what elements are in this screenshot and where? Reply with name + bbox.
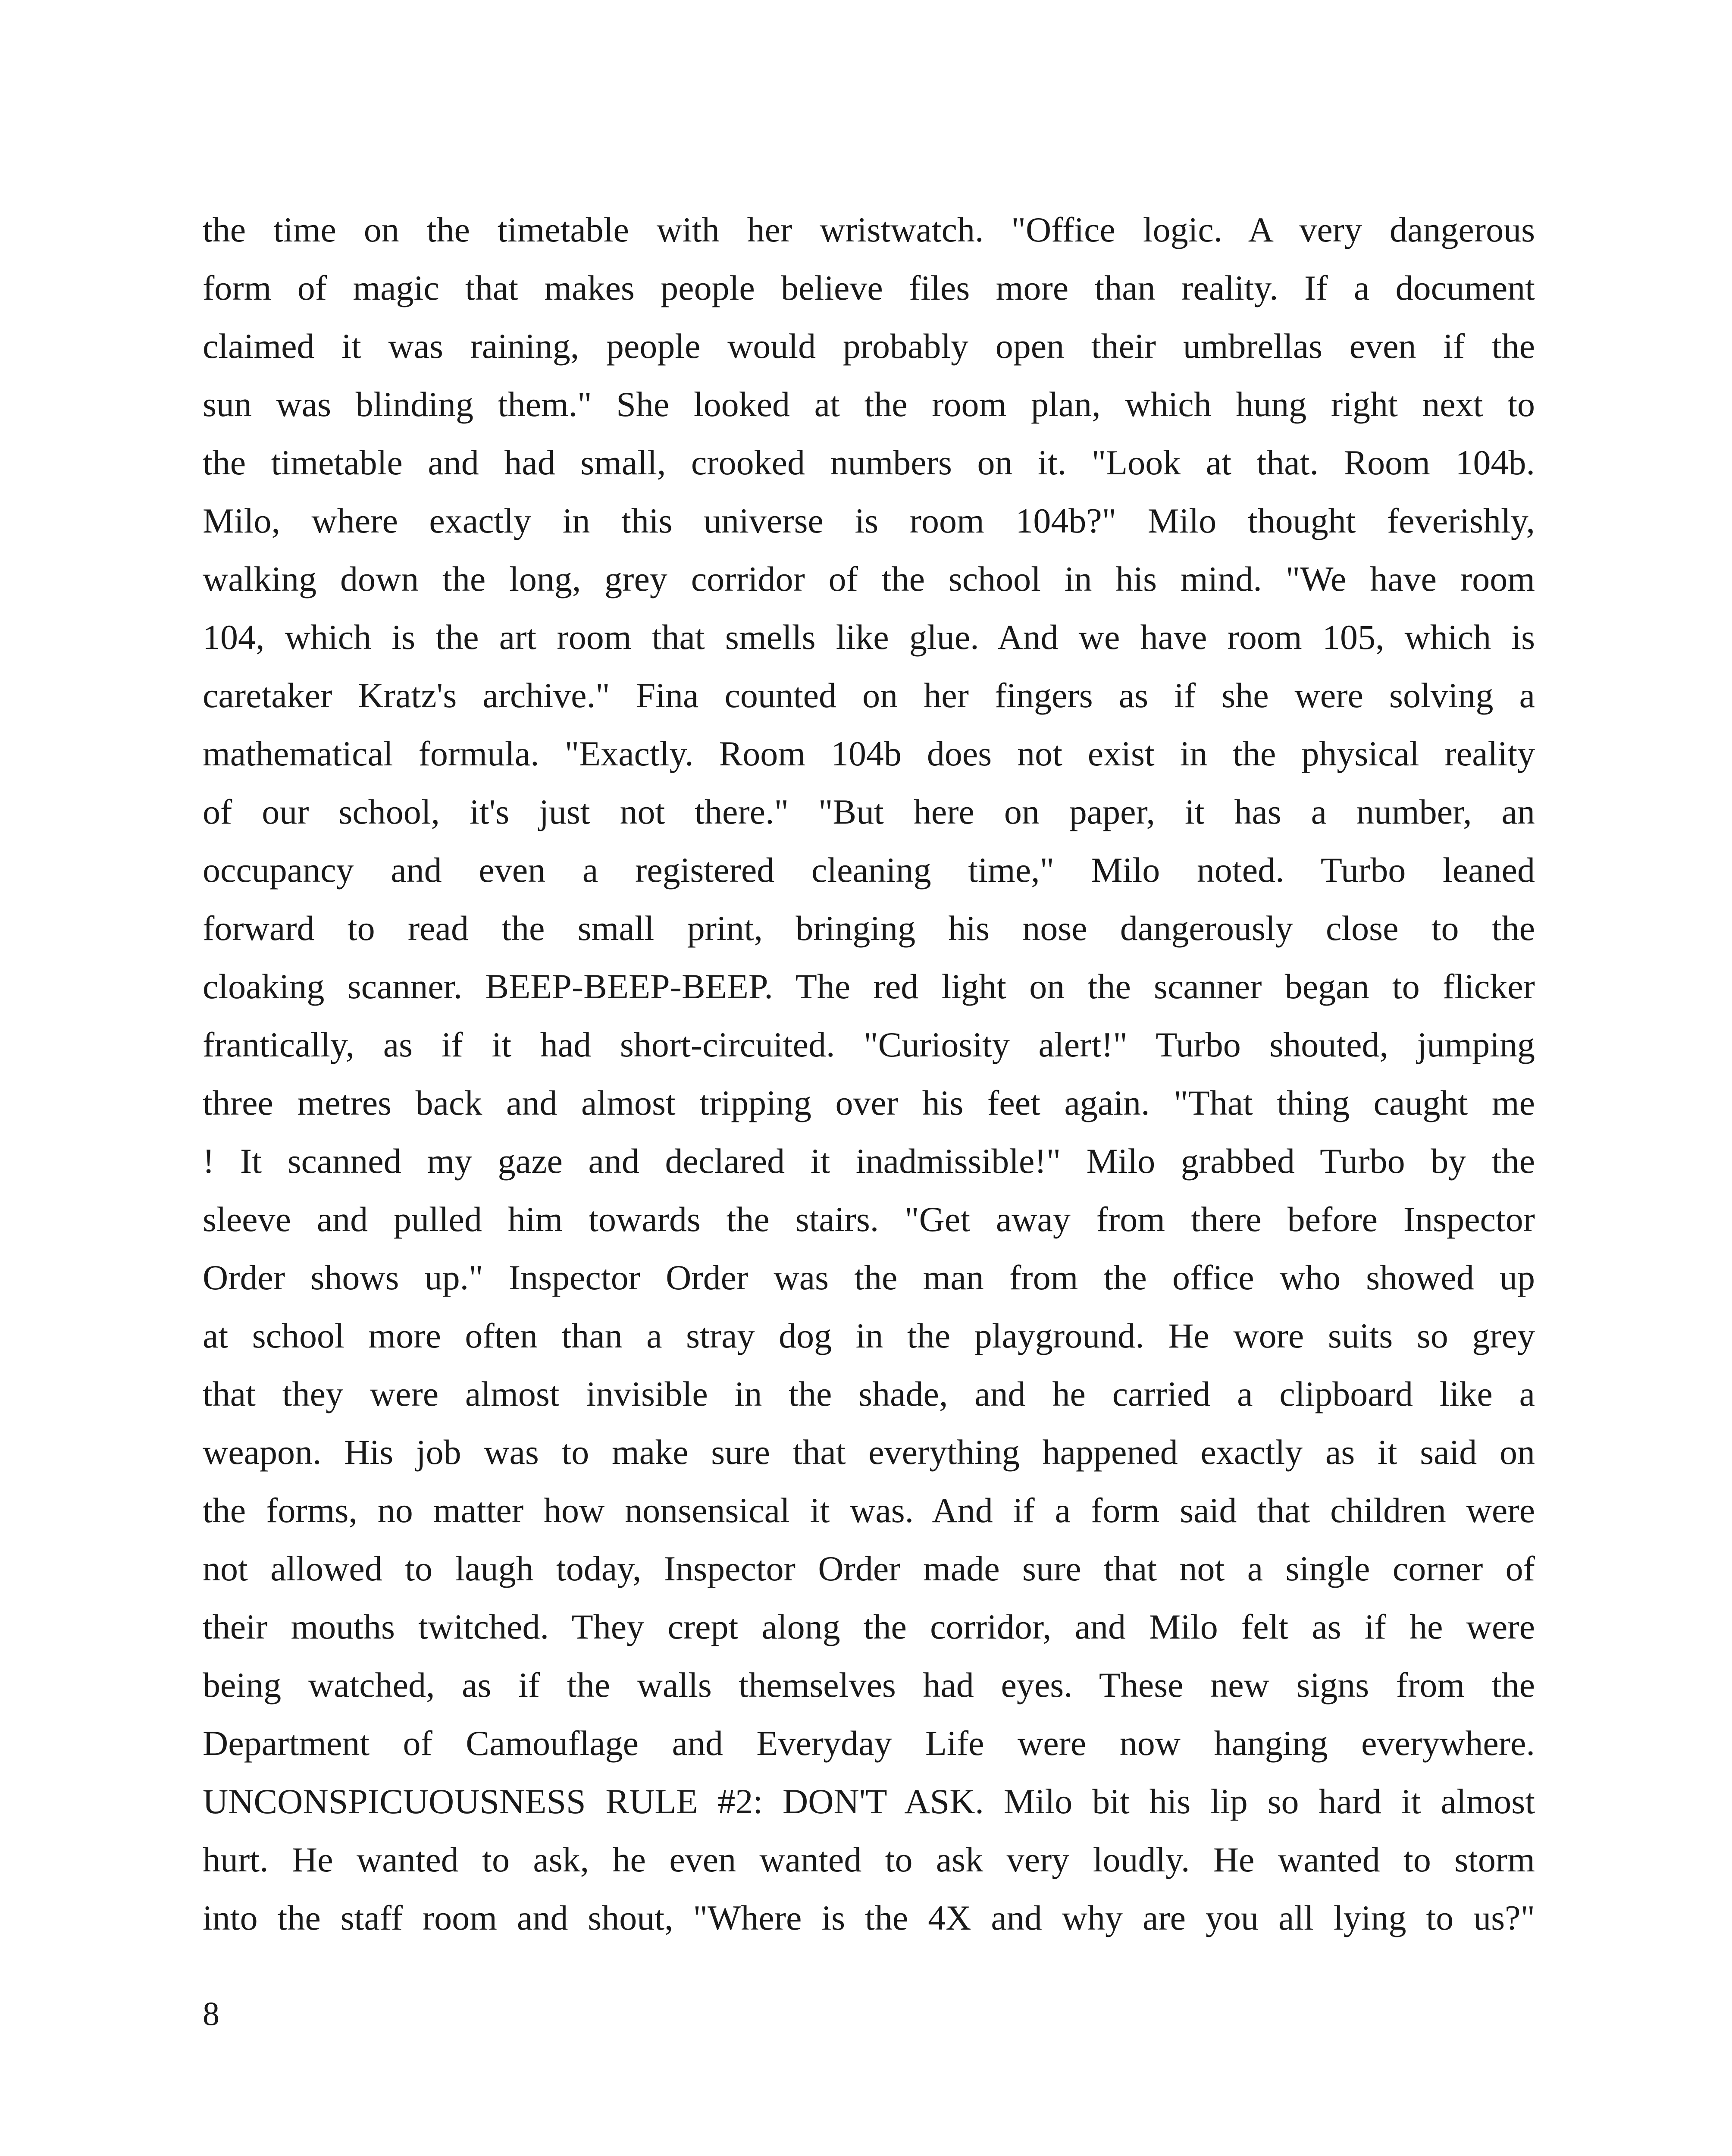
text-line: ! It scanned my gaze and declared it inadmissible!" Milo grabbed Turbo by the <box>203 1141 1535 1181</box>
page-body-text <box>203 201 1535 1947</box>
text-line: forward to read the small print, bringing his nose dangerously close to the <box>203 909 1535 948</box>
text-line: into the staff room and shout, "Where is the 4X and why are you all lying to us?" <box>203 1898 1535 1937</box>
page-number: 8 <box>203 1995 219 2032</box>
text-line: sun was blinding them." She looked at the room plan, which hung right next to <box>203 385 1535 424</box>
text-line: frantically, as if it had short-circuited. "Curiosity alert!" Turbo shouted, jumping <box>203 1025 1535 1064</box>
text-line: hurt. He wanted to ask, he even wanted to ask very loudly. He wanted to storm <box>203 1840 1535 1879</box>
text-line: Department of Camouflage and Everyday Life were now hanging everywhere. <box>203 1724 1535 1763</box>
text-line: claimed it was raining, people would probably open their umbrellas even if the <box>203 326 1535 366</box>
text-line: three metres back and almost tripping over his feet again. "That thing caught me <box>203 1083 1535 1122</box>
text-line: walking down the long, grey corridor of the school in his mind. "We have room <box>203 559 1535 599</box>
text-line: at school more often than a stray dog in the playground. He wore suits so grey <box>203 1316 1535 1355</box>
text-line: cloaking scanner. BEEP-BEEP-BEEP. The red light on the scanner began to flicker <box>203 967 1535 1006</box>
text-line: being watched, as if the walls themselves had eyes. These new signs from the <box>203 1665 1535 1705</box>
text-line: the forms, no matter how nonsensical it was. And if a form said that children were <box>203 1491 1535 1530</box>
text-line: not allowed to laugh today, Inspector Order made sure that not a single corner of <box>203 1549 1535 1588</box>
text-line: their mouths twitched. They crept along the corridor, and Milo felt as if he were <box>203 1607 1535 1646</box>
text-line: the time on the timetable with her wristwatch. "Office logic. A very dangerous <box>203 210 1535 249</box>
text-line: the timetable and had small, crooked numbers on it. "Look at that. Room 104b. <box>203 443 1535 482</box>
text-line: mathematical formula. "Exactly. Room 104b does not exist in the physical reality <box>203 734 1535 773</box>
text-line: that they were almost invisible in the shade, and he carried a clipboard like a <box>203 1374 1535 1413</box>
text-line: weapon. His job was to make sure that everything happened exactly as it said on <box>203 1432 1535 1472</box>
text-line: Milo, where exactly in this universe is room 104b?" Milo thought feverishly, <box>203 501 1535 540</box>
text-line: 104, which is the art room that smells like glue. And we have room 105, which is <box>203 617 1535 657</box>
text-line: of our school, it's just not there." "But here on paper, it has a number, an <box>203 792 1535 831</box>
text-line: occupancy and even a registered cleaning time," Milo noted. Turbo leaned <box>203 850 1535 890</box>
text-line: form of magic that makes people believe files more than reality. If a document <box>203 268 1535 307</box>
text-line: UNCONSPICUOUSNESS RULE #2: DON'T ASK. Milo bit his lip so hard it almost <box>203 1782 1535 1821</box>
text-line: caretaker Kratz's archive." Fina counted on her fingers as if she were solving a <box>203 676 1535 715</box>
text-line: sleeve and pulled him towards the stairs. "Get away from there before Inspector <box>203 1200 1535 1239</box>
text-line: Order shows up." Inspector Order was the man from the office who showed up <box>203 1258 1535 1297</box>
